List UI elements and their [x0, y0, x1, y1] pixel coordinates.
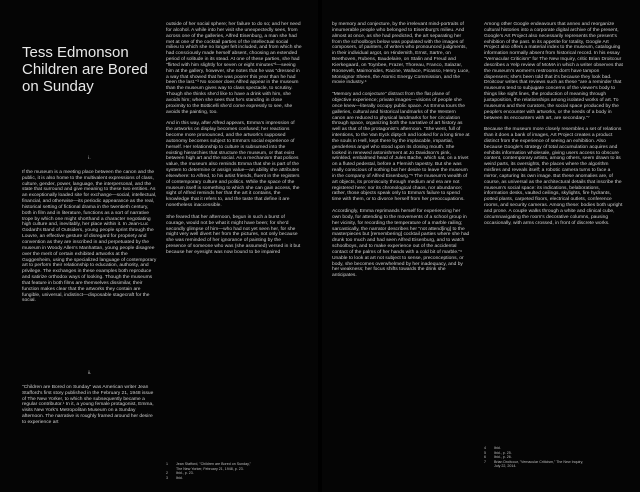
footnote: 5 Ibid., p. 25.	[484, 450, 512, 455]
paragraph: Accordingly, Emma reprimands herself for experiencing her own body, for attending to the movements of a school group in her vicinity, for recording the temperature of a marble railing; sarcastically, the narrator describes her "not attend[ing] to the masterpieces but [remembering] cocktail parties where she had drunk too much and had seen Alfred Eisenburg, and to watch schoolboys, and to make experience out of the accidental contact of the palms of her hands with a cold bit of marble."⁶ Unable to look at art not subject to sense, preconceptions, or body, she becomes overwhelmed by her inadequacy, and by her weakness; her focus shifts towards the drink she anticipates.	[332, 209, 470, 279]
paragraph: outside of her social sphere; her failure to do so; and her need for alcohol. A while into her visit she unexpectedly sees, from across one of the galleries, Alfred Eisenburg, a man she had met at one of the cocktail parties of the intellectual social milieu to which she no longer felt included, and from which she had consciously made herself absent, choosing an extended period of solitude in its stead. At one of these parties, she had "flirted with him slightly for seven or eight minutes"²—seeing him at the gallery, however, she notes that he was "dressed in a way that showed that he was poorer this year than he had been the last."³ No sooner does Alfred appear in the museum than the museum gives way to class spectacle, to scrutiny. Though she thinks she'd like to have a drink with him, she avoids him; when she sees that he's standing in close proximity to the Botticelli she'd come expressly to see, she avoids the painting, too.	[166, 22, 302, 115]
section-number: i.	[88, 156, 91, 161]
paragraph: "Children are Bored on Sunday" was American writer Jean Stafford's first story published in the February 21, 1948 issue of The New Yorker, to which she subsequently became a regular contributor.¹ In it, a young female protagonist, Emma, visits New York's Metropolitan Museum on a Sunday afternoon. The narrative is roughly framed around her desire to experience art	[22, 384, 154, 425]
column-1-lower	[22, 365, 157, 432]
paragraph: Among other Google endeavours that annex and reorganize cultural histories into a corporate digital archive of the present, Google's Art Project also necessarily represents the present's exhibition of the past. In its appetite for totality, Google Art Project also offers a material index to the museum, cataloguing information normally absent from historical record. In his essay "Vernacular Criticism" for The New Inquiry, critic Brian Droitcour describes a Yelp review of MoMA in which a writer observes that the museum's women's restrooms don't have tampon dispensers; she's been told that it's because they look bad. Droitcour writes that reviews such as these "are a reminder that museums tend to subjugate concerns of the viewer's body to things like sight lines, the production of meaning through juxtaposition, the relationships among isolated works of art. To museums and their curators, the social space produced by the people's encounter with artworks, or the needs of a body in between its encounters with art, are secondary."⁷	[484, 22, 623, 121]
column-2	[166, 22, 302, 262]
footnote: 3 Ibid.	[166, 475, 183, 480]
column-1	[22, 150, 157, 310]
footnote: 6 Ibid., p. 26.	[484, 455, 512, 459]
footnote: 4 Ibid.	[484, 446, 501, 450]
left-page	[0, 0, 318, 492]
column-3	[332, 22, 470, 285]
footnote: July 22, 2014.	[494, 464, 517, 468]
footnote: 7 Brian Droitcour, "Vernacular Criticism," The New Inquiry,	[484, 459, 584, 464]
column-4	[484, 22, 624, 232]
essay-title	[22, 44, 162, 95]
paragraph: "Memory and conjecture" distract from the flat plane of objective experience; private images—visions of people she once knew—literally occupy public space. As Emma tours the galleries, cultural and historical landmarks of the Western canon are reduced to physical landmarks for her circulation through space, organizing both the narrative of art history as well as that of the protagonist's afternoon. "She went, full of intentions, to the Van Eyck diptych and looked for a long time at the souls in Hell, kept there by the implacable, impartial, genderless angel who stood upon its closing mouth. She looked in renewed astonishment at Jo Davidson's pink, wrinkled, embalmed head of Jules Bache, which sat, on a trivet on a fluted pedestal, before a Flemish tapestry. But she was really conscious of nothing but her desire to leave the museum in the company of Alfred Eisenburg."⁵ The museum's wealth of art objects, its promiscuity through medium and era are not registered here; nor its chronological chaos, nor abundance; rather, those objects speak only to Emma's failure to spend time with them, or to divorce herself from her preoccupations.	[332, 92, 470, 203]
block-quote: She feared that her afternoon, begun in such a burst of courage, would not be what it might have been; for she'd secondly glimpse of him—who had not yet seen her, for she might very well divert her from the pictures, not only because she was reminded of her ignorance of painting by the presence of someone who was (she assumed) versed in it but because her eyesight was now bound to be impaired	[166, 214, 301, 255]
block-quote: by memory and conjecture, by the irrelevant mind-portraits of innumerable people who belonged to Eisenburg's milieu. And almost at once, as she had predicted, the art separating her from the schoolboys below was populated with the images of composers, of painters, of writers who pronounced judgments, in their individual argot, on Hindemith, Ernst, Sartre, on Beethoven, Rubens, Baudelaire, on Stalin and Freud and Kierkegaard, on Toynbee, Frazer, Thoreau, Franco, Salazar, Roosevelt, Maimonides, Racine, Wallace, Picasso, Henry Luce, Monsignor Sheen, the Atomic Energy Commission, and the movie industry.⁴	[332, 22, 470, 86]
footnote: 2 Ibid., p. 23.	[166, 471, 194, 475]
footnote: 1 Jean Stafford, "Children are Bored on Sunday,"	[166, 462, 251, 466]
author-name: Tess Edmonson	[22, 44, 129, 61]
footnotes-left	[166, 462, 306, 480]
paragraph: Because the museum more closely resembles a set of relations than it does a bank of images, Art Project creates a product distinct from the experience of seeing an exhibition. Also because Google's strategy of total accumulation acquires and exhibits information wholesale, giving users access to obscure content, contemporary artists, among others, seem drawn to its weird parts, its oversights, the places where the algorithm misfires and reveals itself; a robotic camera turns to face a mirror, capturing its own image. But these anomalies are, of course, as universal as the architectural details that inscribe the museum's social space: its indications, belaborations, information desks, vaulted ceilings, skylights, fire hydrants, potted plants, carpeted floors, electrical outlets, conference rooms, and security cameras. Among these: bodies both upright and prone. A couple walks through a white and clinical cube, circumnavigating the room's decorative columns, pausing occasionally, with arms crossed, in front of discrete works.	[484, 127, 623, 226]
title-line-1: Children are Bored	[22, 61, 148, 78]
paragraph: If the museum is a meeting place between the canon and the public, it is also home to the multivalent expressions of class, culture, gender, power, language, the interpersonal, and the state that surround and give meaning to these two entities. As an exceptionally loaded site for exchange—social, intellectual, financial, and otherwise—its periodic appearance as the real, historical setting of fictional drama in the twentieth century, both in film and in literature, functions as a sort of narrative trope by which one might shorthand a character negotiating high culture and, inevitably, her place within it. In Jean-Luc Godard's Band of Outsiders, young people sprint through the Louvre, an effective gesture of disregard for propriety and convention as they are inscribed in and perpetuated by the museum in Woody Allen's Manhattan, young people disagree over the merit of certain exhibited artworks at the Guggenheim, using the specialized language of contemporary art to perform their relationship to education, authority, and privilege. The exchanges in these examples both reproduce and satirize orthodox ways of looking. Though the museums that feature in both films are themselves dissimilar, their function makes clear that the artworks they contain are fungible, universal, indistinct—disposable stagecraft for the social.	[22, 169, 157, 304]
footnote: The New Yorker, February 21, 1948, p. 23.	[176, 466, 244, 471]
paragraph: And in this way, after Alfred appears, Emma's impression of the artworks on display becomes confused; her reactions become more pronounced, and the artwork's supposed autonomy becomes subject to Emma's social experience of herself. Her relationship to culture is subsumed into the existing hierarchies that structure the museum, or that exist between high art and the social. As a mechanism that polices value, the museum also reminds Emma that she is part of the system to determine or assign value—an ability she attributes elsewhere: to Alfred, to his artist friends, fluent in the registers of contemporary culture and politics. While the space of the museum itself is something to which she can gain access, the sight of Alfred reminds her that the art it contains, the knowledge that it refers to, and the taste that define it are nonetheless inaccessible.	[166, 121, 300, 209]
section-number: ii.	[87, 371, 92, 376]
title-line-2: on Sunday	[22, 78, 94, 95]
footnotes-right	[484, 446, 624, 469]
